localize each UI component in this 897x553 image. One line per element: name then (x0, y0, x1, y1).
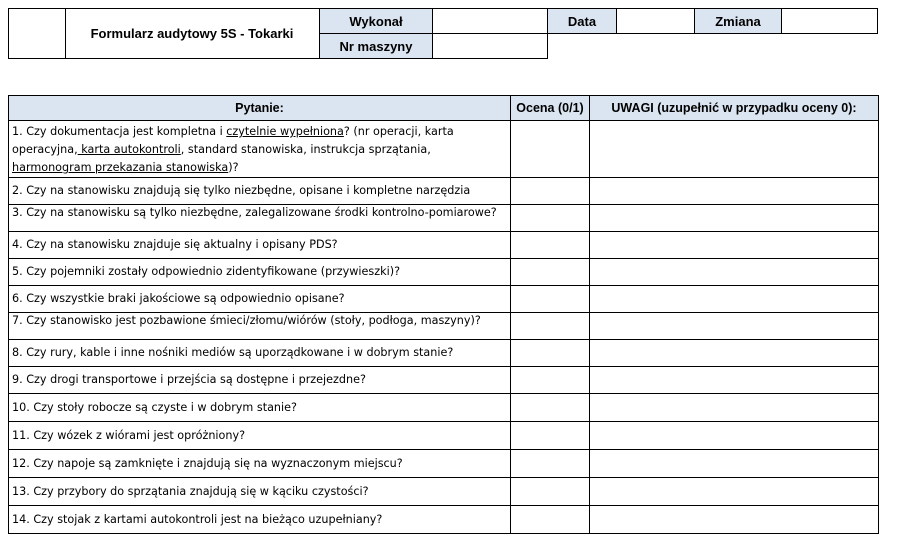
question-cell: 10. Czy stoły robocze są czyste i w dobrym stanie? (9, 394, 511, 422)
question-cell: 5. Czy pojemniki zostały odpowiednio zidentyfikowane (przywieszki)? (9, 259, 511, 286)
score-cell[interactable] (511, 259, 590, 286)
question-cell: 14. Czy stojak z kartami autokontroli jest na bieżąco uzupełniany? (9, 506, 511, 534)
score-cell[interactable] (511, 506, 590, 534)
score-cell[interactable] (511, 340, 590, 367)
performed-by-label: Wykonał (349, 13, 403, 29)
notes-cell[interactable] (590, 422, 879, 450)
score-cell[interactable] (511, 422, 590, 450)
score-cell[interactable] (511, 367, 590, 394)
shift-label-cell (694, 8, 782, 34)
table-row (9, 450, 879, 478)
form-title-cell (65, 8, 320, 59)
column-header-score: Ocena (0/1) (511, 96, 590, 121)
notes-cell[interactable] (590, 478, 879, 506)
question-cell: 1. Czy dokumentacja jest kompletna i czytelnie wypełniona? (nr operacji, karta operacyjna, karta autokontroli, standard stanowiska, instrukcja sprzątania, harmonogram przekazania stanowiska)? (9, 121, 511, 178)
question-cell: 11. Czy wózek z wiórami jest opróżniony? (9, 422, 511, 450)
score-cell[interactable] (511, 205, 590, 232)
notes-cell[interactable] (590, 340, 879, 367)
question-cell: 6. Czy wszystkie braki jakościowe są odpowiednio opisane? (9, 286, 511, 313)
notes-cell[interactable] (590, 367, 879, 394)
table-row (9, 394, 879, 422)
shift-field[interactable] (781, 8, 878, 34)
score-cell[interactable] (511, 450, 590, 478)
table-row (9, 340, 879, 367)
score-cell[interactable] (511, 394, 590, 422)
score-cell[interactable] (511, 178, 590, 205)
score-cell[interactable] (511, 121, 590, 178)
form-title: Formularz audytowy 5S - Tokarki (90, 26, 294, 41)
notes-cell[interactable] (590, 178, 879, 205)
notes-cell[interactable] (590, 232, 879, 259)
date-label-cell (547, 8, 617, 34)
column-header-question: Pytanie: (9, 96, 511, 121)
score-cell[interactable] (511, 286, 590, 313)
notes-cell[interactable] (590, 313, 879, 340)
table-row (9, 506, 879, 534)
column-header-notes: UWAGI (uzupełnić w przypadku oceny 0): (590, 96, 879, 121)
question-cell: 12. Czy napoje są zamknięte i znajdują się na wyznaczonym miejscu? (9, 450, 511, 478)
score-cell[interactable] (511, 478, 590, 506)
question-cell: 13. Czy przybory do sprzątania znajdują się w kąciku czystości? (9, 478, 511, 506)
table-row (9, 286, 879, 313)
notes-cell[interactable] (590, 259, 879, 286)
table-row (9, 259, 879, 286)
performed-by-label-cell (319, 8, 433, 34)
table-row (9, 205, 879, 232)
table-row (9, 178, 879, 205)
notes-cell[interactable] (590, 394, 879, 422)
score-cell[interactable] (511, 313, 590, 340)
table-row (9, 313, 879, 340)
score-cell[interactable] (511, 232, 590, 259)
notes-cell[interactable] (590, 286, 879, 313)
table-row (9, 422, 879, 450)
machine-no-label-cell (319, 33, 433, 59)
notes-cell[interactable] (590, 450, 879, 478)
table-row (9, 478, 879, 506)
notes-cell[interactable] (590, 121, 879, 178)
question-cell: 7. Czy stanowisko jest pozbawione śmieci/złomu/wiórów (stoły, podłoga, maszyny)? (9, 313, 511, 340)
machine-no-field[interactable] (432, 33, 548, 59)
question-cell: 4. Czy na stanowisku znajduje się aktualny i opisany PDS? (9, 232, 511, 259)
table-row (9, 367, 879, 394)
question-cell: 9. Czy drogi transportowe i przejścia są dostępne i przejezdne? (9, 367, 511, 394)
question-cell: 2. Czy na stanowisku znajdują się tylko niezbędne, opisane i kompletne narzędzia (9, 178, 511, 205)
date-field[interactable] (616, 8, 695, 34)
table-row (9, 232, 879, 259)
audit-table (8, 95, 879, 534)
machine-no-label: Nr maszyny (339, 38, 413, 54)
table-row (9, 121, 879, 178)
date-label: Data (567, 13, 597, 29)
notes-cell[interactable] (590, 205, 879, 232)
question-cell: 3. Czy na stanowisku są tylko niezbędne, zalegalizowane środki kontrolno-pomiarowe? (9, 205, 511, 232)
performed-by-field[interactable] (432, 8, 548, 34)
shift-label: Zmiana (715, 13, 761, 29)
logo-cell (8, 8, 66, 59)
table-header-row (9, 96, 879, 121)
question-cell: 8. Czy rury, kable i inne nośniki mediów są uporządkowane i w dobrym stanie? (9, 340, 511, 367)
notes-cell[interactable] (590, 506, 879, 534)
